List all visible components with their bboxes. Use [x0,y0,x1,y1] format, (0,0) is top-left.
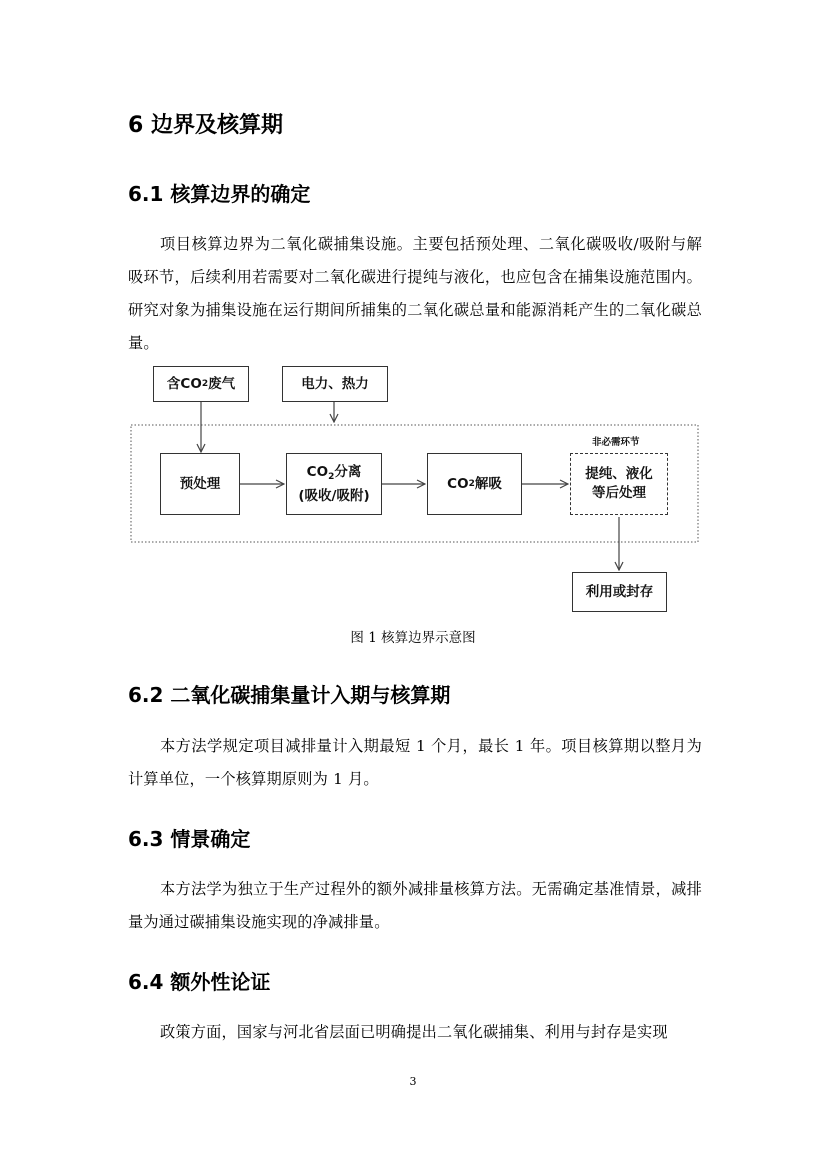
page-number: 3 [409,1075,417,1088]
chapter-heading: 6 边界及核算期 [128,113,283,138]
section-6-3-paragraph: 本方法学为独立于生产过程外的额外减排量核算方法。无需确定基准情景，减排量为通过碳捕集设施实现的净减排量。 [128,880,702,931]
post-treatment-box: 提纯、液化 等后处理 [570,453,668,515]
optional-stage-label: 非必需环节 [592,437,640,448]
section-6-1-paragraph: 项目核算边界为二氧化碳捕集设施。主要包括预处理、二氧化碳吸收/吸附与解吸环节，后续利用若需要对二氧化碳进行提纯与液化，也应包含在捕集设施范围内。研究对象为捕集设施在运行期间所捕集的二氧化碳总量和能源消耗产生的二氧化碳总量。 [128,235,702,352]
utilization-storage-box: 利用或封存 [572,572,667,612]
section-6-2-paragraph: 本方法学规定项目减排量计入期最短 1 个月，最长 1 年。项目核算期以整月为计算单位，一个核算期原则为 1 月。 [128,737,702,788]
section-6-1-title: 6.1 核算边界的确定 [128,182,311,206]
pretreatment-box: 预处理 [160,453,240,515]
section-6-3-title: 6.3 情景确定 [128,827,251,851]
input-energy-box: 电力、热力 [282,366,388,402]
desorption-box: CO 2 解吸 [427,453,522,515]
section-6-4-paragraph: 政策方面，国家与河北省层面已明确提出二氧化碳捕集、利用与封存是实现 [160,1023,668,1041]
section-6-4-title: 6.4 额外性论证 [128,970,271,994]
separation-box: $CO_2$分离 (吸收/吸附) [286,453,382,515]
figure-caption: 图 1 核算边界示意图 [350,630,476,646]
input-gas-box: 含CO 2 废气 [153,366,249,402]
section-6-2-title: 6.2 二氧化碳捕集量计入期与核算期 [128,683,451,707]
boundary-diagram [128,362,702,622]
